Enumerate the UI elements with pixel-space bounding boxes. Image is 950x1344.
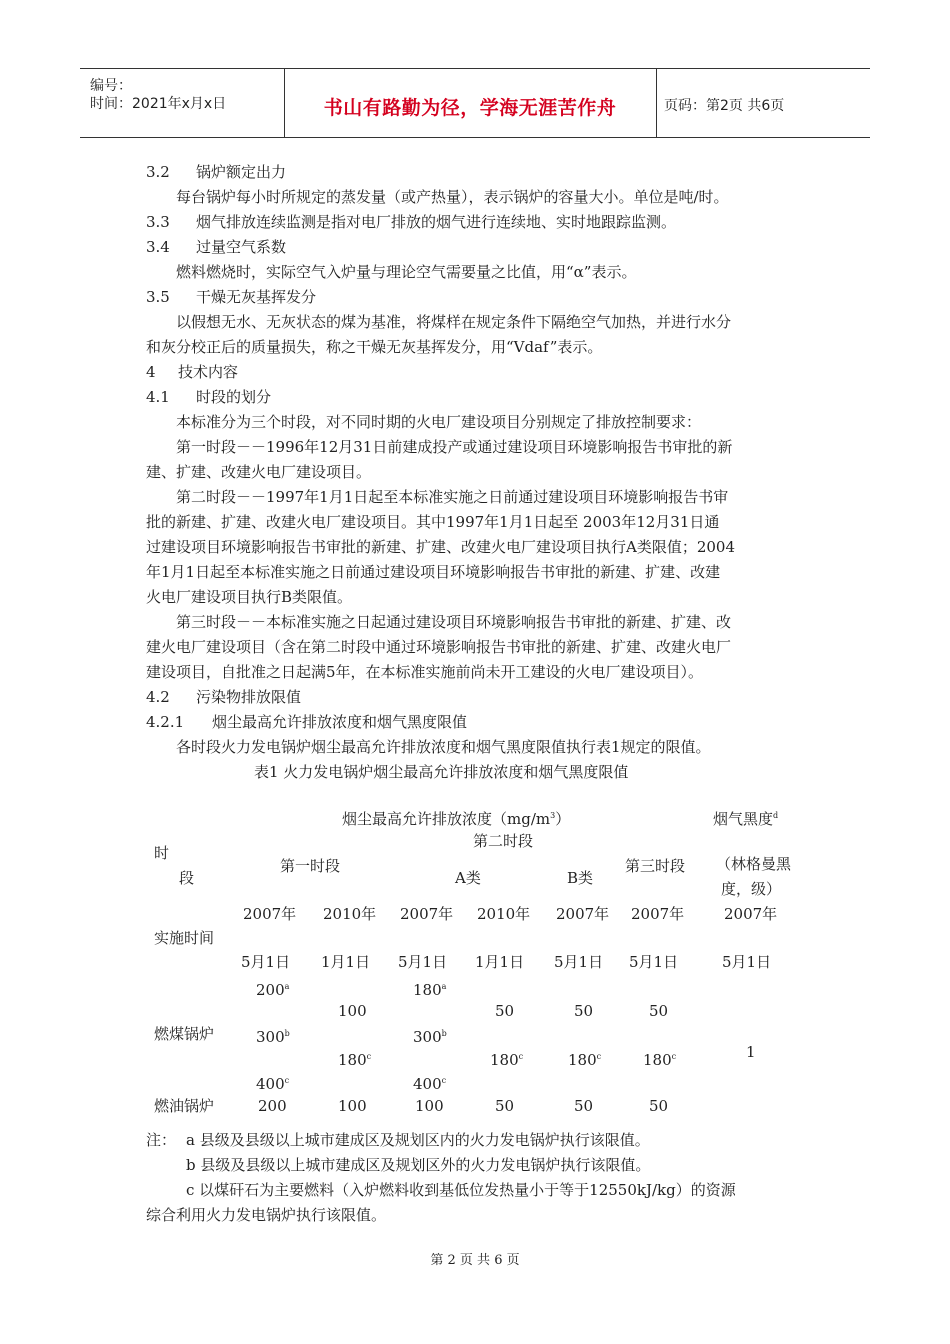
doc-time: 时间：2021年x月x日 xyxy=(90,96,227,112)
table-header-third-period: 第三时段 xyxy=(625,857,686,875)
oil-value-6: 50 xyxy=(649,1097,669,1115)
section-4-1-heading: 4.1 时段的划分 xyxy=(146,388,272,406)
header-page-cell xyxy=(656,69,870,137)
section-4-2-heading: 4.2 污染物排放限值 xyxy=(146,688,302,706)
oil-value-1: 200 xyxy=(258,1097,287,1115)
coal-third-50: 50 xyxy=(649,1002,669,1020)
header-motto-cell xyxy=(284,69,657,137)
section-3-2-body: 每台锅炉每小时所规定的蒸发量（或产热量），表示锅炉的容量大小。单位是吨/时。 xyxy=(176,188,729,206)
coal-b-180c: 180$^c$ xyxy=(568,1051,602,1069)
section-4-1-intro: 本标准分为三个时段，对不同时期的火电厂建设项目分别规定了排放控制要求： xyxy=(176,413,702,431)
note-c-1: c 以煤矸石为主要燃料（入炉燃料收到基低位发热量小于等于12550kJ/kg）的资源 xyxy=(186,1181,736,1199)
impl-year-7: 2007年 xyxy=(724,905,778,923)
impl-date-4: 1月1日 xyxy=(475,953,525,971)
section-4-2-1-heading: 4.2.1 烟尘最高允许排放浓度和烟气黑度限值 xyxy=(146,713,468,731)
coal-a-50: 50 xyxy=(495,1002,515,1020)
section-4-1-period3-b: 建火电厂建设项目（含在第二时段中通过环境影响报告书审批的新建、扩建、改建火电厂 xyxy=(146,638,732,656)
coal-boiler-label: 燃煤锅炉 xyxy=(154,1025,215,1043)
table-header-first-period: 第一时段 xyxy=(280,857,341,875)
impl-date-1: 5月1日 xyxy=(241,953,291,971)
section-4-1-period2-b: 批的新建、扩建、改建火电厂建设项目。其中1997年1月1日起至 2003年12月31日通 xyxy=(146,513,720,531)
table-header-ringelmann-1: （林格曼黑 xyxy=(716,855,792,873)
table-header-class-b: B类 xyxy=(567,869,594,887)
impl-year-3: 2007年 xyxy=(400,905,454,923)
note-a: 注： a 县级及县级以上城市建成区及规划区内的火力发电锅炉执行该限值。 xyxy=(146,1131,650,1149)
coal-first-300: 300$^b$ xyxy=(256,1028,290,1046)
coal-first-180c: 180$^c$ xyxy=(338,1051,372,1069)
page-header xyxy=(80,68,870,138)
section-4-1-period2-a: 第二时段－－1997年1月1日起至本标准实施之日前通过建设项目环境影响报告书审 xyxy=(176,488,729,506)
coal-first-200: 200$^a$ xyxy=(256,981,290,999)
section-3-2-heading: 3.2 锅炉额定出力 xyxy=(146,163,287,181)
table-caption: 表1 火力发电锅炉烟尘最高允许排放浓度和烟气黑度限值 xyxy=(254,763,629,781)
table-header-ringelmann-2: 度，级） xyxy=(721,880,782,898)
impl-year-4: 2010年 xyxy=(477,905,531,923)
coal-third-180c: 180$^c$ xyxy=(643,1051,677,1069)
section-4-heading: 4 技术内容 xyxy=(146,363,239,381)
table-header-second-period: 第二时段 xyxy=(473,832,534,850)
oil-value-3: 100 xyxy=(415,1097,444,1115)
section-3-5-body-2: 和灰分校正后的质量损失，称之干燥无灰基挥发分，用“Vdaf”表示。 xyxy=(146,338,603,356)
header-meta xyxy=(80,69,285,137)
section-3-4-body: 燃料燃烧时，实际空气入炉量与理论空气需要量之比值，用“α”表示。 xyxy=(176,263,637,281)
blackness-value: 1 xyxy=(746,1043,756,1061)
impl-date-2: 1月1日 xyxy=(321,953,371,971)
note-b: b 县级及县级以上城市建成区及规划区外的火力发电锅炉执行该限值。 xyxy=(186,1156,651,1174)
impl-date-5: 5月1日 xyxy=(554,953,604,971)
section-4-1-period2-c: 过建设项目环境影响报告书审批的新建、扩建、改建火电厂建设项目执行A类限值；2004 xyxy=(146,538,736,556)
oil-boiler-label: 燃油锅炉 xyxy=(154,1097,215,1115)
section-3-4-heading: 3.4 过量空气系数 xyxy=(146,238,287,256)
section-3-3: 3.3 烟气排放连续监测是指对电厂排放的烟气进行连续地、实时地跟踪监测。 xyxy=(146,213,677,231)
coal-a-300: 300$^b$ xyxy=(413,1028,447,1046)
impl-time-label: 实施时间 xyxy=(154,929,215,947)
page-footer: 第 2 页 共 6 页 xyxy=(430,1253,520,1268)
section-4-1-period2-e: 火电厂建设项目执行B类限值。 xyxy=(146,588,353,606)
coal-a-180: 180$^a$ xyxy=(413,981,447,999)
section-4-1-period1-b: 建、扩建、改建火电厂建设项目。 xyxy=(146,463,372,481)
coal-a-400c: 400$^c$ xyxy=(413,1075,447,1093)
impl-year-5: 2007年 xyxy=(556,905,610,923)
coal-first-100: 100 xyxy=(338,1002,367,1020)
impl-date-3: 5月1日 xyxy=(398,953,448,971)
table-header-blackness: 烟气黑度$^d$ xyxy=(713,810,779,828)
oil-value-5: 50 xyxy=(574,1097,594,1115)
header-page-number: 页码：第2页 共6页 xyxy=(664,98,785,114)
section-4-1-period1-a: 第一时段－－1996年12月31日前建成投产或通过建设项目环境影响报告书审批的新 xyxy=(176,438,733,456)
coal-b-50: 50 xyxy=(574,1002,594,1020)
table-header-class-a: A类 xyxy=(455,869,481,887)
header-motto: 书山有路勤为径，学海无涯苦作舟 xyxy=(323,97,617,119)
coal-a-180c: 180$^c$ xyxy=(490,1051,524,1069)
doc-number: 编号： xyxy=(90,78,132,94)
oil-value-4: 50 xyxy=(495,1097,515,1115)
section-4-1-period3-c: 建设项目，自批准之日起满5年，在本标准实施前尚未开工建设的火电厂建设项目）。 xyxy=(146,663,704,681)
impl-date-7: 5月1日 xyxy=(722,953,772,971)
oil-value-2: 100 xyxy=(338,1097,367,1115)
section-4-1-period3-a: 第三时段－－本标准实施之日起通过建设项目环境影响报告书审批的新建、扩建、改 xyxy=(176,613,732,631)
section-4-1-period2-d: 年1月1日起至本标准实施之日前通过建设项目环境影响报告书审批的新建、扩建、改建 xyxy=(146,563,721,581)
impl-year-6: 2007年 xyxy=(631,905,685,923)
impl-date-6: 5月1日 xyxy=(629,953,679,971)
note-c-2: 综合利用火力发电锅炉执行该限值。 xyxy=(146,1206,387,1224)
coal-first-400c: 400$^c$ xyxy=(256,1075,290,1093)
table-header-concentration: 烟尘最高允许排放浓度$(mg/m^3)$ xyxy=(342,810,571,828)
impl-year-2: 2010年 xyxy=(323,905,377,923)
table-header-period-1: 时 xyxy=(154,844,170,862)
section-3-5-body-1: 以假想无水、无灰状态的煤为基准，将煤样在规定条件下隔绝空气加热，并进行水分 xyxy=(176,313,732,331)
impl-year-1: 2007年 xyxy=(243,905,297,923)
section-3-5-heading: 3.5 干燥无灰基挥发分 xyxy=(146,288,317,306)
section-4-2-1-body: 各时段火力发电锅炉烟尘最高允许排放浓度和烟气黑度限值执行表1规定的限值。 xyxy=(176,738,711,756)
table-header-period-2: 段 xyxy=(179,869,195,887)
